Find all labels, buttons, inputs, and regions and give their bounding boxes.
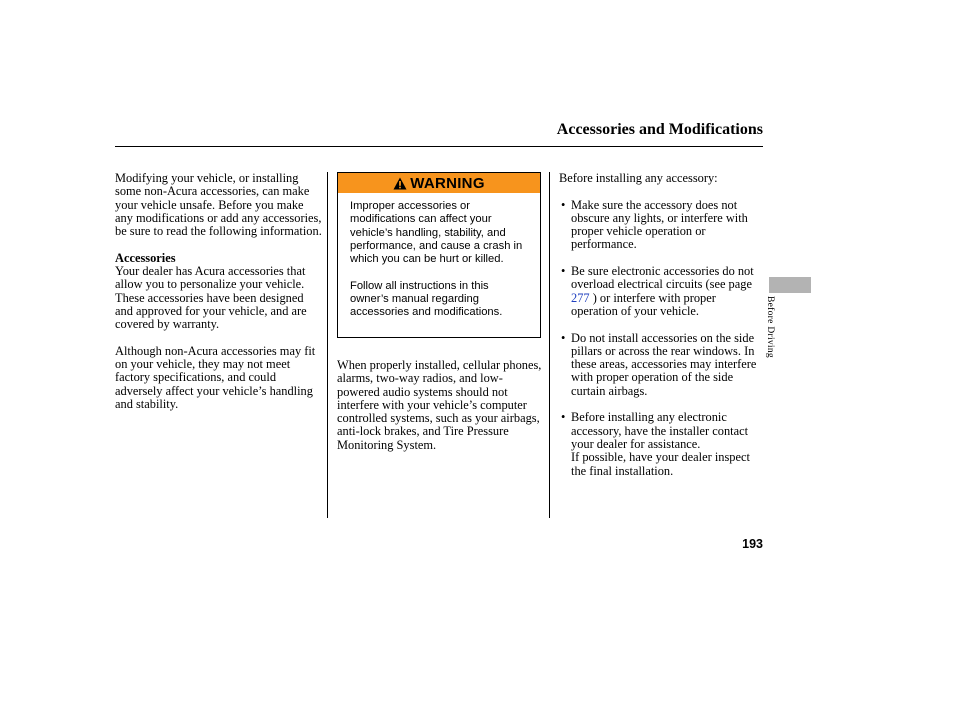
warning-body [338,193,540,320]
non-acura-paragraph: Although non-Acura accessories may fit on your vehicle, they may not meet factory specifications, and could adversely affect your vehicle’s handling and stability. [115,343,316,412]
column-divider-2 [549,172,550,518]
list-item [559,332,763,398]
section-tab[interactable] [769,277,811,293]
list-item [559,411,763,477]
section-side-label [765,296,781,370]
installation-checklist [559,199,763,478]
bullet-dealer: Before installing any electronic accessory, have the installer contact your dealer for assistance. [571,410,749,451]
bullet-pillars: Do not install accessories on the side pillars or across the rear windows. In these areas, accessories may interfere with proper operation of the side curtain airbags. [571,330,757,398]
warning-header [338,173,540,193]
warning-text-2: Follow all instructions in this owner’s manual regarding accessories and modifications. [350,279,503,319]
list-item [559,199,763,252]
column-divider-1 [327,172,328,518]
bullet-lights: Make sure the accessory does not obscure any lights, or interfere with proper vehicle operation or performance. [571,197,748,252]
warning-text-1: Improper accessories or modifications can affect your vehicle’s handling, stability, and performance, and cause a crash in which you can be hurt or killed. [350,200,523,266]
warning-triangle-icon [393,177,407,190]
accessories-paragraph: Your dealer has Acura accessories that allow you to personalize your vehicle. These accessories have been designed and approved for your vehicle, and are covered by warranty. [115,264,307,332]
section-label-text: Before Driving [765,296,775,358]
warning-box [337,172,541,338]
left-column [115,172,322,411]
page-reference-link[interactable]: 277 [571,290,590,305]
middle-column [337,359,544,452]
bullet-dealer-extra: If possible, have your dealer inspect the final installation. [571,450,750,478]
title-divider [115,146,763,147]
intro-paragraph: Modifying your vehicle, or installing some non-Acura accessories, can make your vehicle unsafe. Before you make any modifications or add any accessories, be sure to read the following information. [115,171,322,239]
list-item [559,265,763,318]
right-column [559,172,763,491]
bullet-circuits-post: ) or interfere with proper operation of your vehicle. [571,290,716,318]
bullet-circuits-pre: Be sure electronic accessories do not overload electrical circuits (see page [571,264,754,292]
page-title: Accessories and Modifications [556,121,763,138]
accessories-subheading: Accessories [115,250,176,265]
warning-label: WARNING [410,174,485,192]
compatibility-paragraph: When properly installed, cellular phones, alarms, two-way radios, and low-powered audio systems should not interfere with your vehicle’s computer controlled systems, such as your airbags, anti-lock brakes, and Tire Pressure Monitoring System. [337,358,542,452]
before-installing-lead: Before installing any accessory: [559,171,718,185]
page-number: 193 [742,537,763,551]
